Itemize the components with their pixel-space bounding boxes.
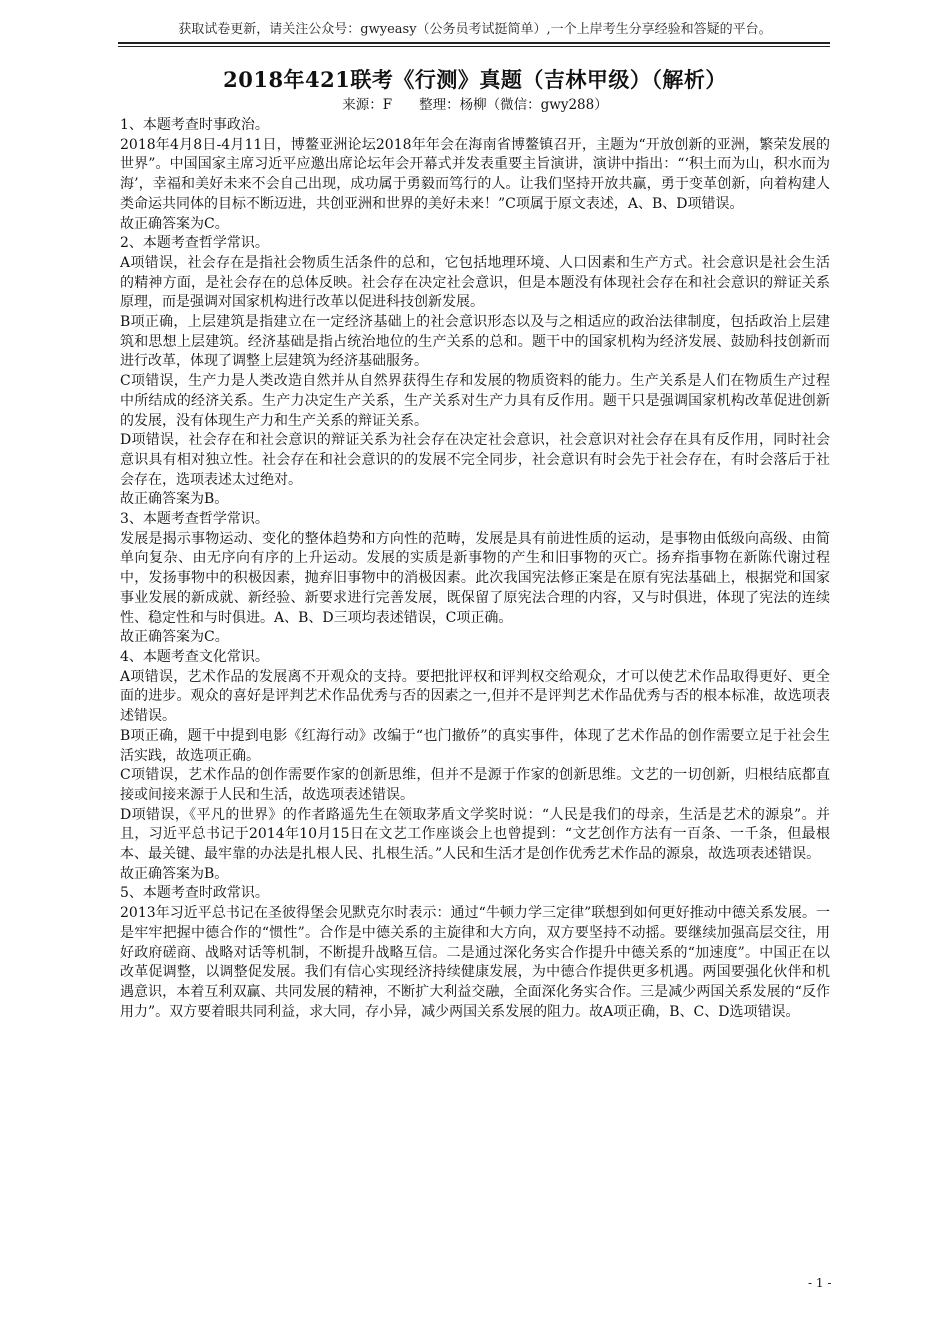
paragraph: 1、本题考查时事政治。 xyxy=(120,117,269,133)
paragraph: D项错误，社会存在和社会意识的辩证关系为社会存在决定社会意识，社会意识对社会存在具有反作用，同时社会意识具有相对独立性。社会存在和社会意识的的发展不完全同步，社会意识有时会先于社会存在，有时会落后于社会存在，选项表述太过绝对。 xyxy=(120,432,830,488)
paragraph: 4、本题考查文化常识。 xyxy=(120,648,269,665)
paragraph: A项错误，社会存在是指社会物质生活条件的总和，它包括地理环境、人口因素和生产方式。社会意识是社会生活的精神方面，是社会存在的总体反映。社会存在决定社会意识，但是本题没有体现社会存在和社会意识的辩证关系原理，而是强调对国家机构进行改革以促进科技创新发展。 xyxy=(120,254,830,311)
paragraph: 故正确答案为C。 xyxy=(120,215,229,232)
paragraph: 2013年习近平总书记在圣彼得堡会见默克尔时表示：通过“牛顿力学三定律”联想到如何更好推动中德关系发展。一是牢牢把握中德合作的“惯性”。合作是中德关系的主旋律和大方向，双方要坚持不动摇。要继续加强高层交往，用好政府磋商、战略对话等机制，不断提升战略互信。二是通过深化务实合作提升中德关系的“加速度”。中国正在以改革促调整，以调整促发展。我们有信心实现经济持续健康发展，为中德合作提供更多机遇。两国要强化伙伴和机遇意识，本着互利双赢、共同发展的精神，不断扩大利益交融，全面深化务实合作。三是减少两国关系发展的“反作用力”。双方要着眼共同利益，求大同，存小异，减少两国关系发展的阻力。故A项正确，B、C、D选项错误。 xyxy=(120,905,830,1020)
header-rule-thick xyxy=(118,42,830,44)
paragraph: 5、本题考查时政常识。 xyxy=(120,885,269,902)
paragraph: 故正确答案为B。 xyxy=(120,865,229,882)
paragraph: C项错误，生产力是人类改造自然并从自然界获得生存和发展的物质资料的能力。生产关系是人们在物质生产过程中所结成的经济关系。生产力决定生产关系，生产关系对生产力具有反作用。题干只是强调国家机构改革促进创新的发展，没有体现生产力和生产关系的辩证关系。 xyxy=(120,373,830,429)
paragraph: 3、本题考查哲学常识。 xyxy=(120,511,269,528)
paragraph: B项正确，题干中提到电影《红海行动》改编于“也门撤侨”的真实事件，体现了艺术作品的创作需要立足于社会生活实践，故选项正确。 xyxy=(120,727,830,764)
paragraph: 发展是揭示事物运动、变化的整体趋势和方向性的范畴，发展是具有前进性质的运动，是事物由低级向高级、由简单向复杂、由无序向有序的上升运动。发展的实质是新事物的产生和旧事物的灭亡。扬弃指事物在新陈代谢过程中，发扬事物中的积极因素，抛弃旧事物中的消极因素。此次我国宪法修正案是在原有宪法基础上，根据党和国家事业发展的新成就、新经验、新要求进行完善发展，既保留了原宪法合理的内容，又与时俱进，体现了宪法的连续性、稳定性和与时俱进。A、B、D三项均表述错误，C项正确。 xyxy=(120,530,830,626)
paragraph: 故正确答案为B。 xyxy=(120,491,229,508)
paragraph: D项错误，《平凡的世界》的作者路遥先生在领取茅盾文学奖时说：“人民是我们的母亲，生活是艺术的源泉”。并且，习近平总书记于2014年10月15日在文艺工作座谈会上也曾提到：“文艺创作方法有一百条、一千条，但最根本、最关键、最牢靠的办法是扎根人民、扎根生活。”人民和生活才是创作优秀艺术作品的源泉，故选项表述错误。 xyxy=(120,806,830,863)
paragraph: 故正确答案为C。 xyxy=(120,629,229,646)
paragraph: B项正确，上层建筑是指建立在一定经济基础上的社会意识形态以及与之相适应的政治法律制度，包括政治上层建筑和思想上层建筑。经济基础是指占统治地位的生产关系的总和。题干中的国家机构为经济发展、鼓励科技创新而进行改革，体现了调整上层建筑为经济基础服务。 xyxy=(120,314,830,370)
document-title: 2018年421联考《行测》真题（吉林甲级）（解析） xyxy=(223,67,727,92)
header-note: 获取试卷更新，请关注公众号：gwyeasy（公务员考试挺简单）,一个上岸考生分享经验和答疑的平台。 xyxy=(178,22,772,37)
header-rule-thin xyxy=(118,46,830,47)
paragraph: 2018年4月8日-4月11日，博鳌亚洲论坛2018年年会在海南省博鳌镇召开，主题为“开放创新的亚洲，繁荣发展的世界”。中国国家主席习近平应邀出席论坛年会开幕式并发表重要主旨演讲，演讲中指出：“‘积土而为山，积水而为海’，幸福和美好未来不会自己出现，成功属于勇毅而笃行的人。让我们坚持开放共赢，勇于变革创新，向着构建人类命运共同体的目标不断迈进，共创亚洲和世界的美好未来！”C项属于原文表述，A、B、D项错误。 xyxy=(120,136,830,212)
document-body xyxy=(120,116,830,1022)
source-line: 来源：F 整理：杨柳（微信：gwy288） xyxy=(342,97,608,113)
paragraph: C项错误，艺术作品的创作需要作家的创新思维，但并不是源于作家的创新思维。文艺的一切创新，归根结底都直接或间接来源于人民和生活，故选项表述错误。 xyxy=(120,767,830,803)
paragraph: A项错误，艺术作品的发展离不开观众的支持。要把批评权和评判权交给观众，才可以使艺术作品取得更好、更全面的进步。观众的喜好是评判艺术作品优秀与否的因素之一,但并不是评判艺术作品优秀与否的根本标准，故选项表述错误。 xyxy=(120,668,830,725)
page-number: - 1 - xyxy=(808,1276,832,1290)
paragraph: 2、本题考查哲学常识。 xyxy=(120,235,269,252)
